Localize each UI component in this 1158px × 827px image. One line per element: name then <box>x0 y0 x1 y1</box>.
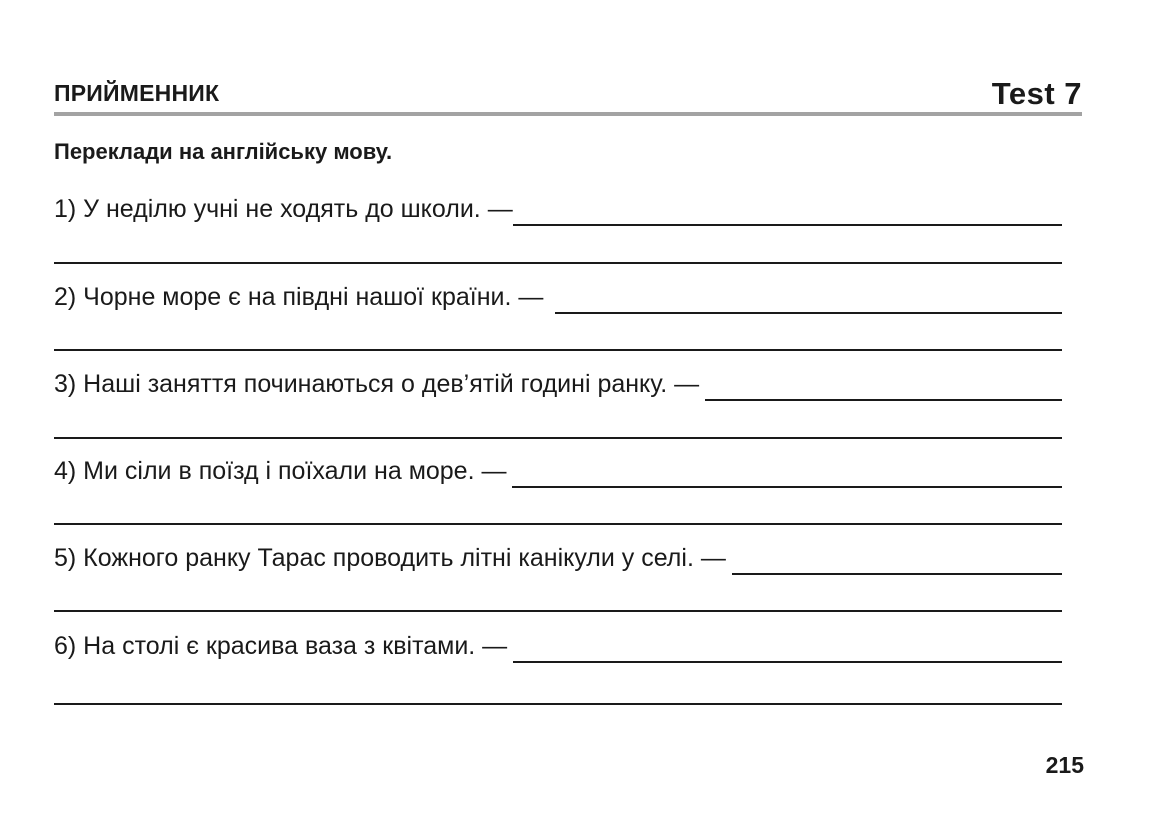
answer-blank-1b[interactable] <box>54 262 1062 264</box>
header-divider <box>54 112 1082 116</box>
exercise-item-3 <box>54 361 1062 401</box>
test-title: Test 7 <box>991 76 1082 111</box>
answer-blank-1a[interactable] <box>513 198 1062 226</box>
answer-blank-2b[interactable] <box>54 349 1062 351</box>
exercise-item-6 <box>54 623 1062 663</box>
answer-blank-5b[interactable] <box>54 610 1062 612</box>
exercise-item-1-text: 1) У неділю учні не ходять до школи. — <box>54 195 513 223</box>
exercise-item-2 <box>54 274 1062 314</box>
exercise-item-5-text: 5) Кожного ранку Тарас проводить літні канікули у селі. — <box>54 544 726 572</box>
exercise-item-5 <box>54 535 1062 575</box>
answer-blank-4b[interactable] <box>54 523 1062 525</box>
exercise-item-2-text: 2) Чорне море є на півдні нашої країни. — <box>54 283 544 311</box>
section-title: ПРИЙМЕННИК <box>54 80 220 106</box>
answer-blank-3a[interactable] <box>705 373 1062 401</box>
answer-blank-3b[interactable] <box>54 437 1062 439</box>
answer-blank-2a[interactable] <box>555 286 1062 314</box>
page-number: 215 <box>1045 752 1084 778</box>
exercise-item-4-text: 4) Ми сіли в поїзд і поїхали на море. — <box>54 457 507 485</box>
answer-blank-5a[interactable] <box>732 547 1062 575</box>
exercise-item-1 <box>54 186 1062 226</box>
exercise-item-4 <box>54 448 1062 488</box>
instruction-text: Переклади на англійську мову. <box>54 139 393 164</box>
answer-blank-4a[interactable] <box>512 460 1062 488</box>
answer-blank-6b[interactable] <box>54 703 1062 705</box>
exercise-item-6-text: 6) На столі є красива ваза з квітами. — <box>54 632 508 660</box>
exercise-item-3-text: 3) Наші заняття починаються о дев’ятій годині ранку. — <box>54 370 700 398</box>
answer-blank-6a[interactable] <box>513 635 1062 663</box>
